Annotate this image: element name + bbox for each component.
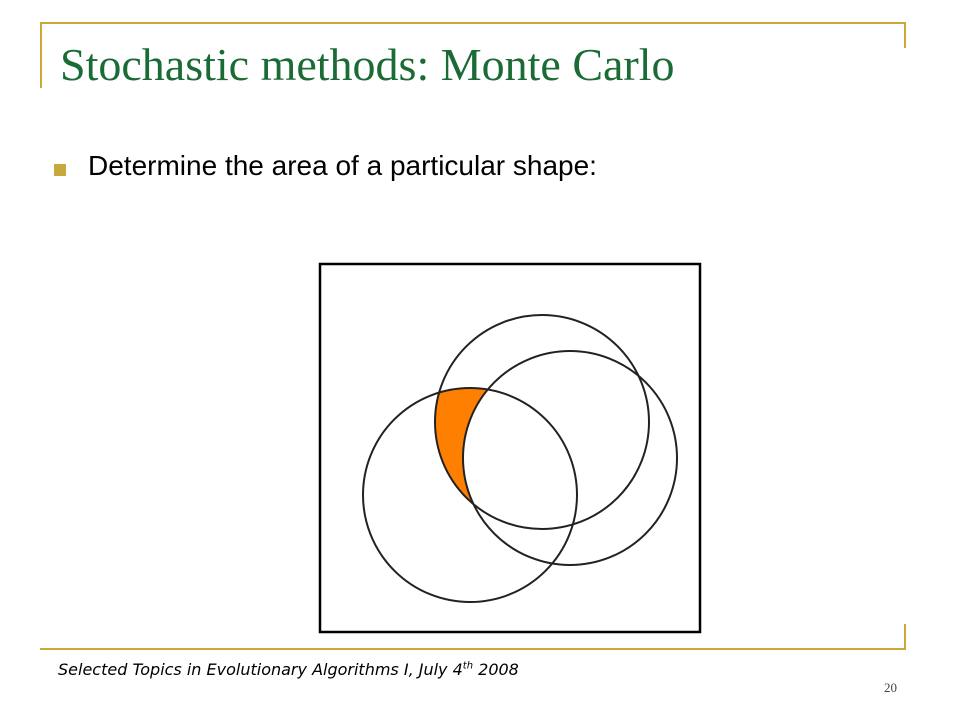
bullet-text: Determine the area of a particular shape: (88, 150, 597, 181)
footer-year: 2008 (473, 660, 519, 679)
footer-main: Selected Topics in Evolutionary Algorithms I, July 4 (58, 660, 463, 679)
monte-carlo-figure (318, 262, 702, 634)
bottom-rule (40, 648, 906, 650)
left-rule (40, 22, 42, 88)
right-rule (904, 22, 906, 48)
slide-number: 20 (884, 680, 897, 695)
footer-superscript: th (462, 660, 474, 672)
top-rule (40, 22, 906, 24)
slide-title: Stochastic methods: Monte Carlo (60, 39, 675, 90)
footer-text (58, 660, 519, 679)
bottom-right-rule (904, 624, 906, 650)
bullet-square-icon (54, 164, 66, 176)
